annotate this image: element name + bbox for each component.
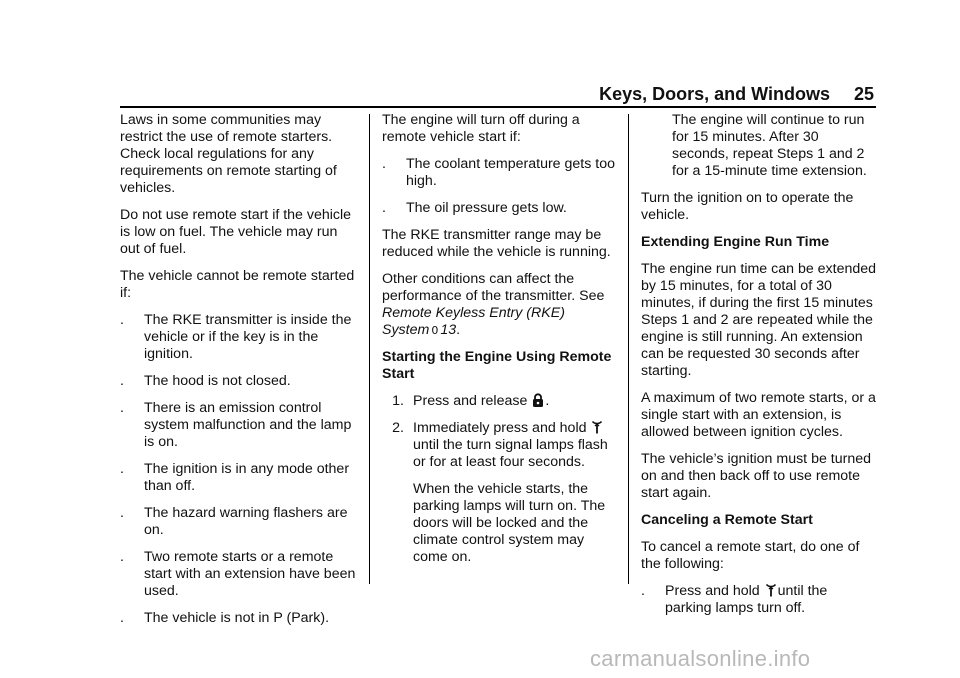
paragraph-text: Other conditions can affect the performance of the transmitter. See bbox=[382, 271, 605, 304]
step-item bbox=[382, 420, 620, 471]
step-note: The engine will continue to run for 15 minutes. After 30 seconds, repeat Steps 1 and 2 for a 15-minute time extension. bbox=[672, 112, 867, 179]
bullet-marker: . bbox=[120, 400, 124, 416]
paragraph bbox=[382, 271, 620, 339]
column-1 bbox=[120, 112, 360, 637]
step-text: Press and release bbox=[413, 393, 528, 409]
remote-start-icon bbox=[765, 583, 777, 597]
list-item bbox=[641, 583, 877, 617]
header-rule bbox=[120, 106, 876, 108]
punctuation: . bbox=[545, 393, 550, 409]
bullet-marker: . bbox=[120, 505, 124, 521]
list-item-text: The vehicle is not in P (Park). bbox=[144, 610, 330, 626]
page-ref-number[interactable]: 13 bbox=[440, 322, 457, 338]
step-item bbox=[382, 393, 620, 410]
list-item bbox=[120, 461, 360, 495]
bullet-marker: . bbox=[120, 461, 124, 477]
list-item-text: The ignition is in any mode other than off. bbox=[144, 461, 350, 494]
paragraph: The vehicle’s ignition must be turned on and then back off to use remote start again. bbox=[641, 451, 872, 501]
column-divider-1 bbox=[369, 114, 370, 584]
bullet-marker: . bbox=[641, 583, 645, 599]
bullet-marker: . bbox=[382, 156, 386, 172]
list-item-text: There is an emission control system malfunction and the lamp is on. bbox=[144, 400, 352, 450]
bullet-marker: . bbox=[120, 549, 124, 565]
list-item-text: until the parking lamps turn off. bbox=[665, 583, 828, 616]
list-item bbox=[120, 400, 360, 451]
paragraph: Laws in some communities may restrict the use of remote starters. Check local regulations for any requirements on remote starting of vehicles. bbox=[120, 112, 337, 196]
step-text: until the turn signal lamps flash or for at least four seconds. bbox=[413, 437, 608, 470]
page-number: 25 bbox=[853, 84, 874, 104]
punctuation: . bbox=[456, 322, 461, 338]
list-item-text: The coolant temperature gets too high. bbox=[406, 156, 615, 189]
watermark: carmanualsonline.info bbox=[590, 646, 811, 671]
column-divider-2 bbox=[628, 114, 629, 584]
bullet-marker: . bbox=[120, 373, 124, 389]
column-3 bbox=[641, 112, 877, 627]
list-item-text: The hood is not closed. bbox=[144, 373, 291, 389]
paragraph: The RKE transmitter range may be reduced while the vehicle is running. bbox=[382, 227, 611, 260]
list-item bbox=[120, 610, 360, 627]
list-item bbox=[120, 312, 360, 363]
step-number: 2. bbox=[392, 420, 404, 436]
paragraph: Turn the ignition on to operate the vehicle. bbox=[641, 190, 854, 223]
paragraph: To cancel a remote start, do one of the following: bbox=[641, 539, 860, 572]
step-text: Immediately press and hold bbox=[413, 420, 587, 436]
section-heading: Canceling a Remote Start bbox=[641, 512, 813, 528]
bullet-marker: . bbox=[120, 610, 124, 626]
paragraph: The vehicle cannot be remote started if: bbox=[120, 268, 355, 301]
remote-start-icon bbox=[591, 420, 603, 434]
cross-reference-link[interactable]: Remote Keyless Entry (RKE) System bbox=[382, 305, 565, 338]
page-header bbox=[0, 84, 874, 104]
paragraph: The engine will turn off during a remote vehicle start if: bbox=[382, 112, 580, 145]
list-item bbox=[120, 373, 360, 390]
step-note: When the vehicle starts, the parking lamps will turn on. The doors will be locked and the climate control system may come on. bbox=[413, 481, 606, 565]
list-item bbox=[120, 505, 360, 539]
paragraph: A maximum of two remote starts, or a single start with an extension, is allowed between ignition cycles. bbox=[641, 390, 876, 440]
list-item-text: Press and hold bbox=[665, 583, 760, 599]
list-item-text: The hazard warning flashers are on. bbox=[144, 505, 348, 538]
column-2 bbox=[382, 112, 620, 576]
list-item bbox=[382, 156, 620, 190]
section-heading: Starting the Engine Using Remote Start bbox=[382, 349, 612, 382]
step-number: 1. bbox=[392, 393, 404, 409]
paragraph: Do not use remote start if the vehicle is low on fuel. The vehicle may run out of fuel. bbox=[120, 207, 352, 257]
list-item bbox=[120, 549, 360, 600]
list-item bbox=[382, 200, 620, 217]
paragraph: The engine run time can be extended by 15 minutes, for a total of 30 minutes, if during the first 15 minutes Steps 1 and 2 are repeated while the engine is still running. An extension can be requested 30 seconds after starting. bbox=[641, 261, 877, 379]
list-item-text: The RKE transmitter is inside the vehicle or if the key is in the ignition. bbox=[144, 312, 352, 362]
section-title: Keys, Doors, and Windows bbox=[599, 84, 830, 104]
list-item-text: Two remote starts or a remote start with an extension have been used. bbox=[144, 549, 356, 599]
bullet-marker: . bbox=[382, 200, 386, 216]
lock-icon bbox=[532, 393, 544, 407]
page-ref-arrow: 0 bbox=[431, 324, 439, 337]
list-item-text: The oil pressure gets low. bbox=[406, 200, 567, 216]
bullet-marker: . bbox=[120, 312, 124, 328]
section-heading: Extending Engine Run Time bbox=[641, 234, 830, 250]
